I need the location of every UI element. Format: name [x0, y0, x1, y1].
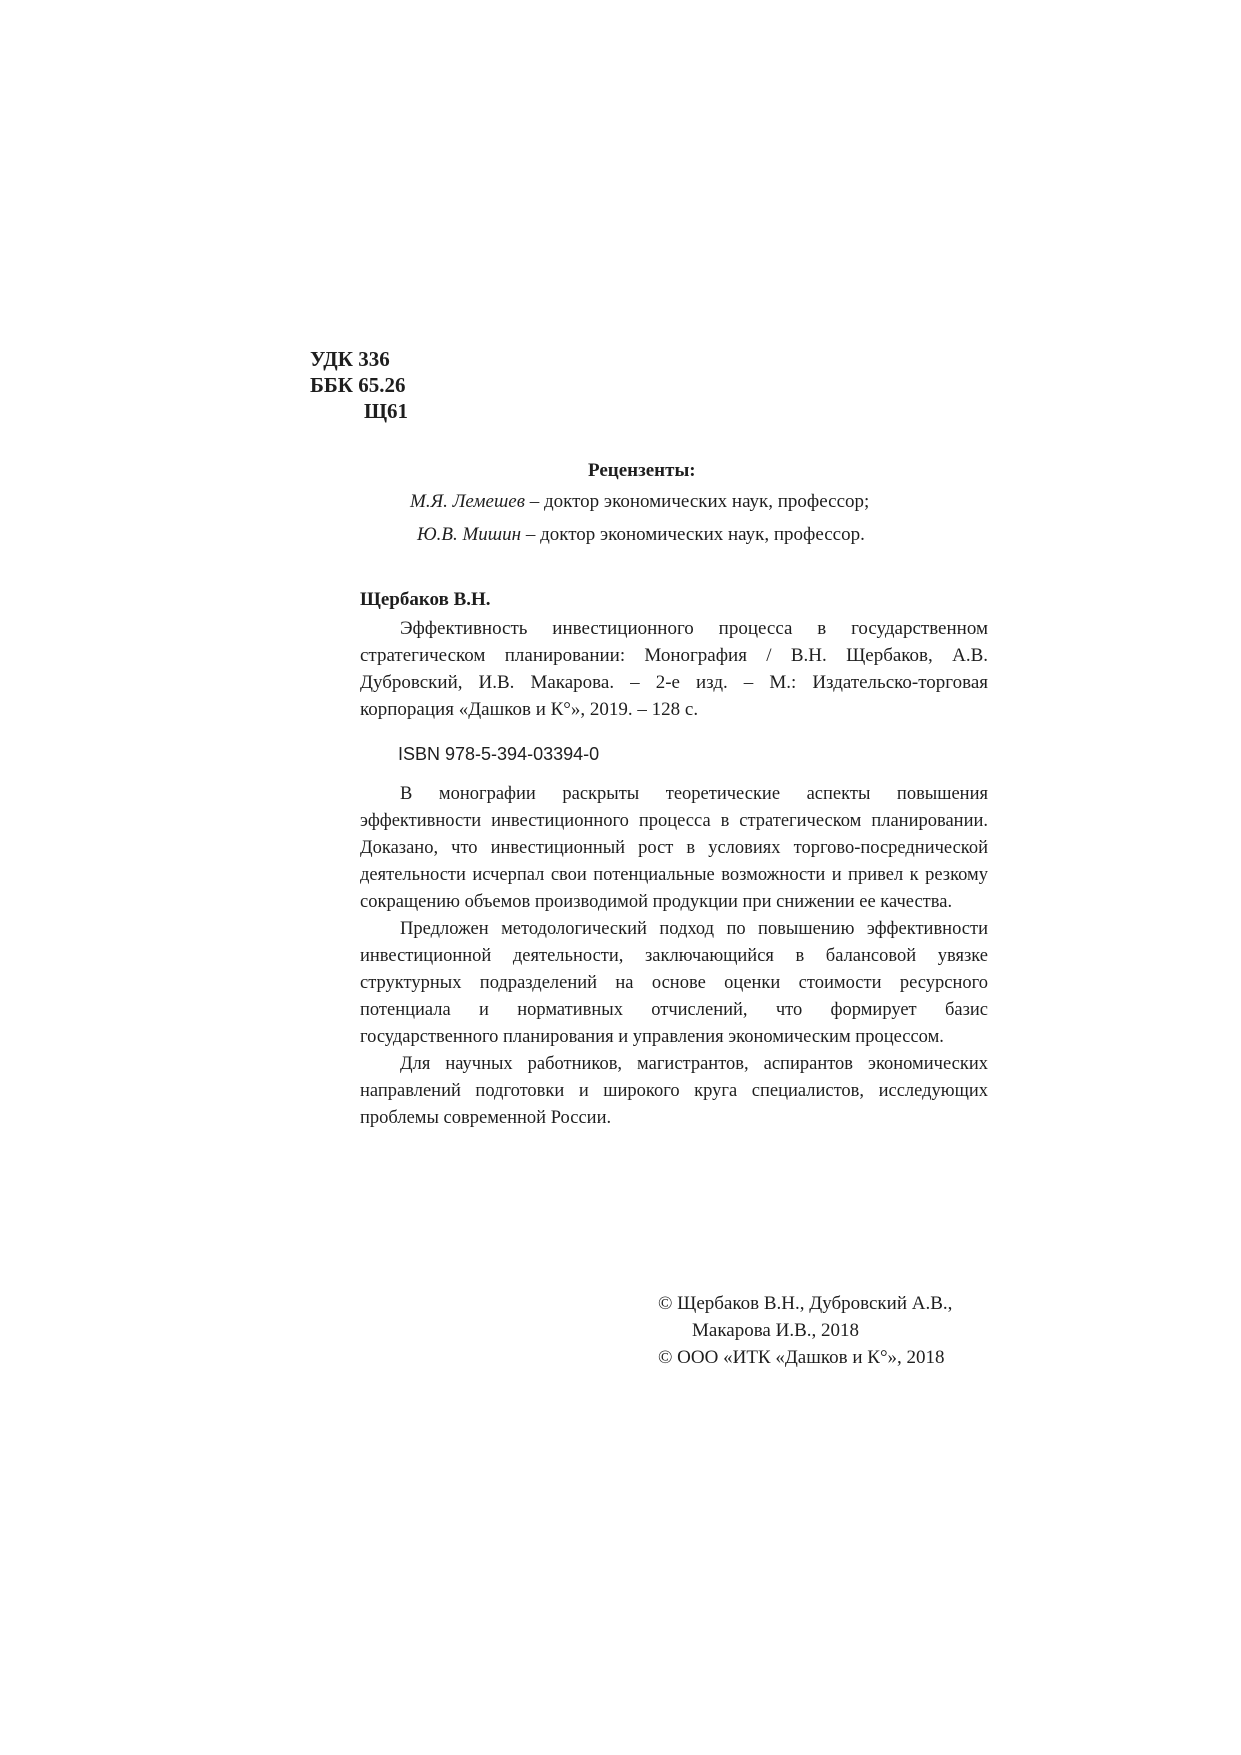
bbk-code: ББК 65.26	[310, 373, 406, 397]
reviewer-line	[417, 522, 865, 548]
abstract-paragraph: В монографии раскрыты теоретические аспекты повышения эффективности инвестиционного процесса в стратегическом планировании. Доказано, что инвестиционный рост в условиях торгово-посреднической деятельности исчерпал свои потенциальные возможности и привел к резкому сокращению объемов производимой продукции при снижении ее качества.	[360, 784, 988, 912]
classification-block	[310, 346, 408, 424]
author-heading: Щербаков В.Н.	[360, 589, 491, 610]
bibliographic-description: Эффективность инвестиционного процесса в государственном стратегическом планировании: Монография / В.Н. Щербаков, А.В. Дубровский, И.В. Макарова. – 2-е изд. – М.: Издательско-торговая корпорация «Дашков и К°», 2019. – 128 с.	[360, 618, 988, 720]
copyright-authors: © Щербаков В.Н., Дубровский А.В.,	[658, 1293, 953, 1314]
copyright-authors-cont: Макарова И.В., 2018	[692, 1320, 860, 1341]
abstract-paragraph: Предложен методологический подход по повышению эффективности инвестиционной деятельности, заключающийся в балансовой увязке структурных подразделений на основе оценки стоимости ресурсного потенциала и нормативных отчислений, что формирует базис государственного планирования и управления экономическим процессом.	[360, 919, 988, 1047]
reviewer-name: Ю.В. Мишин	[417, 524, 522, 545]
abstract-paragraph: Для научных работников, магистрантов, аспирантов экономических направлений подготовки и широкого круга специалистов, исследующих проблемы современной России.	[360, 1054, 988, 1128]
author-sign: Щ61	[364, 399, 409, 423]
reviewer-name: М.Я. Лемешев	[410, 491, 525, 512]
reviewer-description: – доктор экономических наук, профессор.	[521, 524, 865, 545]
isbn: ISBN 978-5-394-03394-0	[398, 744, 600, 764]
udk-code: УДК 336	[310, 347, 390, 371]
abstract	[360, 781, 988, 1132]
reviewers-title: Рецензенты:	[588, 460, 696, 481]
copyright-block	[658, 1290, 952, 1371]
reviewer-description: – доктор экономических наук, профессор;	[524, 491, 870, 512]
reviewer-line	[410, 489, 869, 515]
copyright-publisher: © ООО «ИТК «Дашков и К°», 2018	[658, 1347, 945, 1368]
